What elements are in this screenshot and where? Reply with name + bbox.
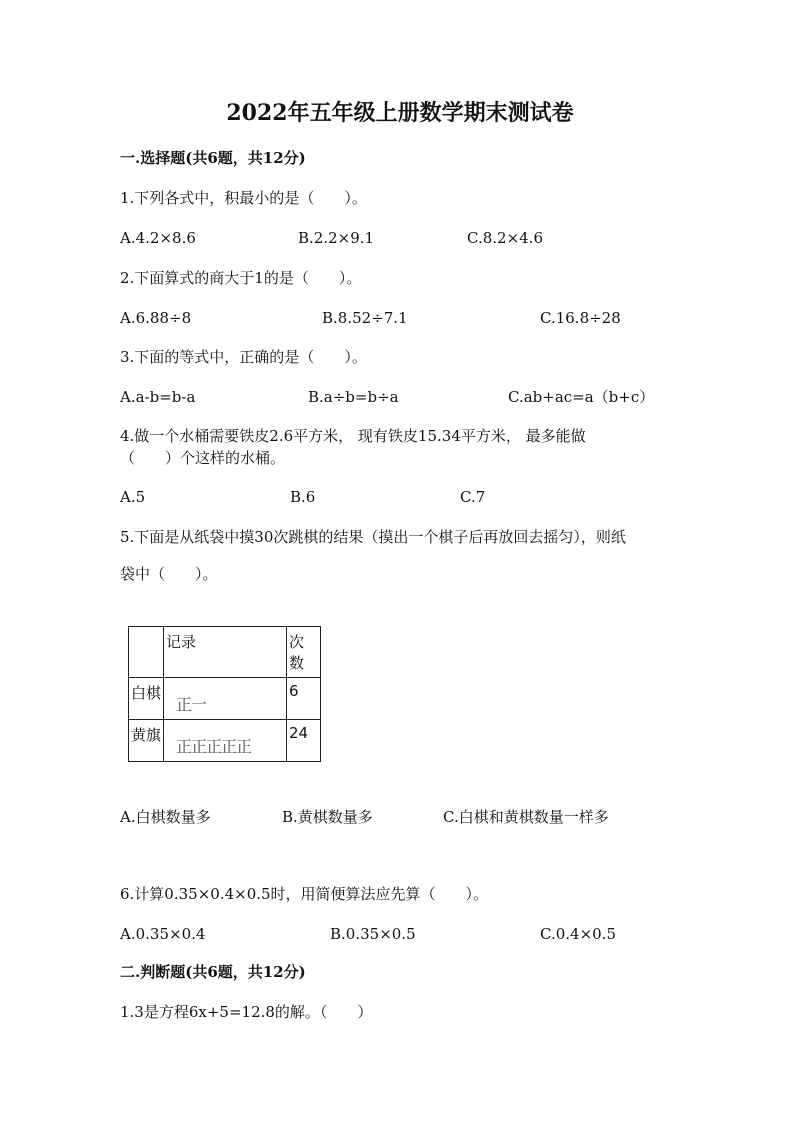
tally-row-count: 6 (287, 678, 321, 720)
judgement-1-stem: 1.3是方程6x+5=12.8的解。（ ） (120, 1003, 373, 1021)
page-title: 2022年五年级上册数学期末测试卷 (226, 100, 574, 126)
tally-row-yellow (129, 720, 321, 762)
tally-header-blank (129, 627, 164, 678)
question-1-stem: 1.下列各式中，积最小的是（ ）。 (120, 189, 367, 207)
section-heading-choice: 一.选择题(共6题，共12分) (120, 149, 306, 167)
question-2-option-a: A.6.88÷8 (120, 309, 192, 327)
question-2-stem: 2.下面算式的商大于1的是（ ）。 (120, 269, 362, 287)
question-5-option-c: C.白棋和黄棋数量一样多 (443, 808, 609, 826)
tally-header-row (129, 627, 321, 678)
question-1-option-b: B.2.2×9.1 (298, 229, 375, 247)
question-4-stem-line2: （ ）个这样的水桶。 (120, 449, 286, 467)
question-6-option-b: B.0.35×0.5 (330, 925, 416, 943)
question-5-stem-line1: 5.下面是从纸袋中摸30次跳棋的结果（摸出一个棋子后再放回去摇匀），则纸 (120, 528, 626, 546)
tally-marks: 正正正正正 (176, 737, 252, 756)
question-6-option-a: A.0.35×0.4 (120, 925, 206, 943)
tally-row-white (129, 678, 321, 720)
question-4-option-c: C.7 (460, 488, 486, 506)
tally-header-count: 次数 (287, 627, 321, 678)
question-3-stem: 3.下面的等式中，正确的是（ ）。 (120, 348, 367, 366)
question-6-stem: 6.计算0.35×0.4×0.5时，用简便算法应先算（ ）。 (120, 885, 489, 903)
tally-row-name: 白棋 (129, 678, 164, 720)
tally-header-record: 记录 (164, 627, 287, 678)
question-5-option-a: A.白棋数量多 (120, 808, 211, 826)
question-3-option-c: C.ab+ac=a（b+c） (508, 388, 655, 406)
question-4-option-b: B.6 (290, 488, 316, 506)
question-4-stem-line1: 4.做一个水桶需要铁皮2.6平方米， 现有铁皮15.34平方米， 最多能做 (120, 427, 586, 445)
question-4-option-a: A.5 (120, 488, 146, 506)
question-3-option-b: B.a÷b=b÷a (308, 388, 399, 406)
question-3-option-a: A.a-b=b-a (120, 388, 196, 406)
tally-row-name: 黄旗 (129, 720, 164, 762)
section-heading-judgement: 二.判断题(共6题，共12分) (120, 963, 306, 981)
tally-marks: 正一 (176, 695, 207, 714)
question-2-option-c: C.16.8÷28 (540, 309, 621, 327)
tally-row-count: 24 (287, 720, 321, 762)
question-2-option-b: B.8.52÷7.1 (322, 309, 408, 327)
question-5-stem-line2: 袋中（ ）。 (120, 565, 218, 583)
question-6-option-c: C.0.4×0.5 (540, 925, 616, 943)
tally-table (128, 626, 321, 762)
question-1-option-c: C.8.2×4.6 (467, 229, 543, 247)
question-1-option-a: A.4.2×8.6 (120, 229, 196, 247)
question-5-option-b: B.黄棋数量多 (282, 808, 373, 826)
